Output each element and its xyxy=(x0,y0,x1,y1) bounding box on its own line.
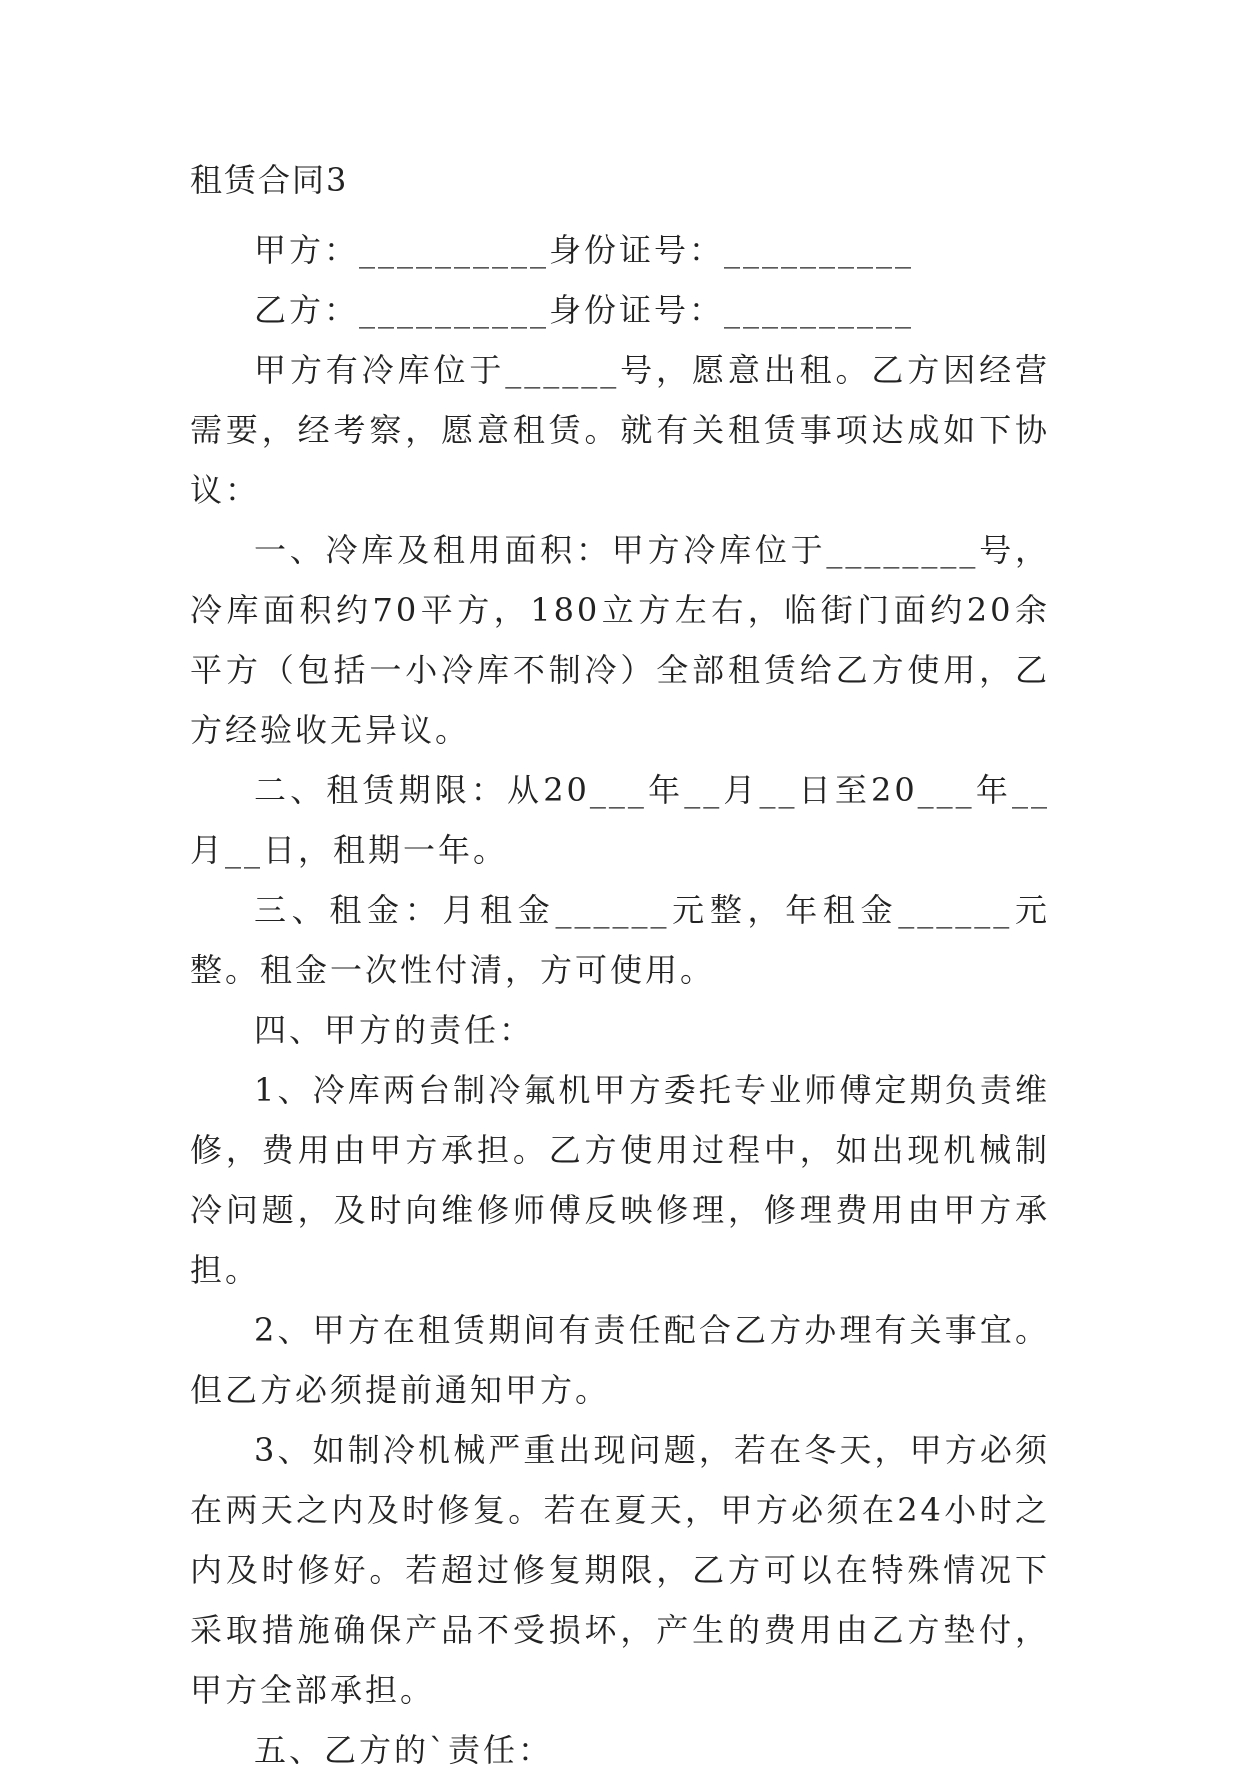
clause-4-item-1: 1、冷库两台制冷氟机甲方委托专业师傅定期负责维修，费用由甲方承担。乙方使用过程中，如出现机械制冷问题，及时向维修师傅反映修理，修理费用由甲方承担。 xyxy=(190,1071,1050,1289)
clause-4-heading: 四、甲方的责任： xyxy=(254,1011,535,1049)
clause-5-heading: 五、乙方的`责任： xyxy=(254,1731,554,1769)
preamble-paragraph: 甲方有冷库位于______号，愿意出租。乙方因经营需要，经考察，愿意租赁。就有关租赁事项达成如下协议： xyxy=(190,351,1050,509)
party-a-line: 甲方：__________身份证号：__________ xyxy=(254,231,915,269)
clause-4-item-2: 2、甲方在租赁期间有责任配合乙方办理有关事宜。但乙方必须提前通知甲方。 xyxy=(190,1311,1050,1409)
document-title: 租赁合同3 xyxy=(190,161,349,199)
clause-3-rent: 三、租金：月租金______元整，年租金______元整。租金一次性付清，方可使用。 xyxy=(190,891,1050,989)
document-body xyxy=(190,160,1050,1780)
clause-1-area: 一、冷库及租用面积：甲方冷库位于________号，冷库面积约70平方，180立方左右，临街门面约20余平方（包括一小冷库不制冷）全部租赁给乙方使用，乙方经验收无异议。 xyxy=(190,531,1050,749)
party-b-line: 乙方：__________身份证号：__________ xyxy=(254,291,915,329)
clause-2-term: 二、租赁期限：从20___年__月__日至20___年__月__日，租期一年。 xyxy=(190,771,1050,869)
clause-4-item-3: 3、如制冷机械严重出现问题，若在冬天，甲方必须在两天之内及时修复。若在夏天，甲方必须在24小时之内及时修好。若超过修复期限，乙方可以在特殊情况下采取措施确保产品不受损坏，产生的费用由乙方垫付，甲方全部承担。 xyxy=(190,1431,1050,1709)
